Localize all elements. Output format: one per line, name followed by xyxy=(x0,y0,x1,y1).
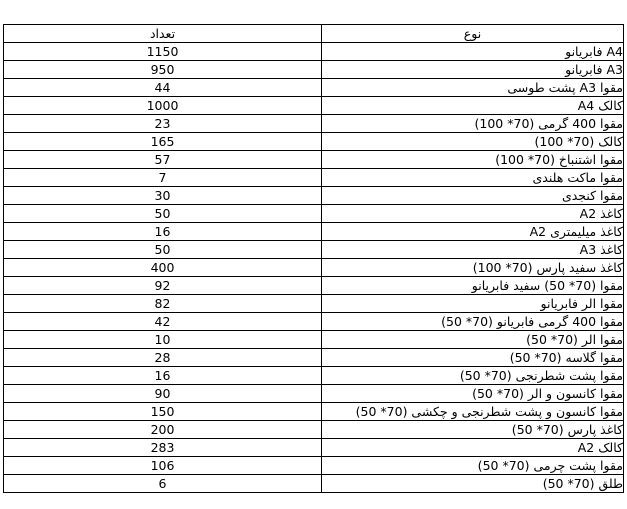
cell-count[interactable]: 950 xyxy=(4,61,322,79)
table-row xyxy=(4,277,624,295)
table-row xyxy=(4,259,624,277)
cell-count[interactable]: 82 xyxy=(4,295,322,313)
cell-count[interactable]: 57 xyxy=(4,151,322,169)
cell-type[interactable]: طلق (70* 50) xyxy=(322,475,624,493)
table-row xyxy=(4,43,624,61)
header-type: نوع xyxy=(322,25,624,43)
table-row xyxy=(4,475,624,493)
cell-type[interactable]: A4 فابریانو xyxy=(322,43,624,61)
table-row xyxy=(4,133,624,151)
cell-type[interactable]: مقوا 400 گرمی فابریانو (70* 50) xyxy=(322,313,624,331)
cell-type[interactable]: مقوا 400 گرمی (70* 100) xyxy=(322,115,624,133)
table-row xyxy=(4,349,624,367)
header-count: تعداد xyxy=(4,25,322,43)
cell-type[interactable]: کاغذ میلیمتری A2 xyxy=(322,223,624,241)
table-row xyxy=(4,205,624,223)
cell-count[interactable]: 16 xyxy=(4,367,322,385)
cell-type[interactable]: مقوا پشت شطرنجی (70* 50) xyxy=(322,367,624,385)
cell-count[interactable]: 1000 xyxy=(4,97,322,115)
cell-type[interactable]: مقوا اشتنباخ (70* 100) xyxy=(322,151,624,169)
table-row xyxy=(4,403,624,421)
table-row xyxy=(4,367,624,385)
cell-count[interactable]: 1150 xyxy=(4,43,322,61)
cell-count[interactable]: 28 xyxy=(4,349,322,367)
cell-count[interactable]: 23 xyxy=(4,115,322,133)
cell-type[interactable]: کالک A2 xyxy=(322,439,624,457)
table-row xyxy=(4,439,624,457)
cell-count[interactable]: 16 xyxy=(4,223,322,241)
cell-count[interactable]: 150 xyxy=(4,403,322,421)
table-row xyxy=(4,313,624,331)
table-row xyxy=(4,187,624,205)
cell-type[interactable]: مقوا کانسون و الر (70* 50) xyxy=(322,385,624,403)
table-header-row xyxy=(4,25,624,43)
cell-count[interactable]: 42 xyxy=(4,313,322,331)
cell-type[interactable]: کاغذ پارس (70* 50) xyxy=(322,421,624,439)
table-row xyxy=(4,115,624,133)
cell-count[interactable]: 106 xyxy=(4,457,322,475)
cell-count[interactable]: 400 xyxy=(4,259,322,277)
table-row xyxy=(4,331,624,349)
cell-count[interactable]: 30 xyxy=(4,187,322,205)
cell-type[interactable]: کالک (70* 100) xyxy=(322,133,624,151)
cell-count[interactable]: 44 xyxy=(4,79,322,97)
cell-type[interactable]: مقوا (70* 50) سفید فابریانو xyxy=(322,277,624,295)
table-row xyxy=(4,241,624,259)
cell-count[interactable]: 50 xyxy=(4,241,322,259)
cell-type[interactable]: مقوا الر (70* 50) xyxy=(322,331,624,349)
table-body xyxy=(4,43,624,493)
cell-type[interactable]: کاغذ A2 xyxy=(322,205,624,223)
table-row xyxy=(4,223,624,241)
cell-count[interactable]: 6 xyxy=(4,475,322,493)
cell-count[interactable]: 7 xyxy=(4,169,322,187)
cell-type[interactable]: کاغذ سفید پارس (70* 100) xyxy=(322,259,624,277)
cell-type[interactable]: کاغذ A3 xyxy=(322,241,624,259)
table-row xyxy=(4,295,624,313)
cell-type[interactable]: کالک A4 xyxy=(322,97,624,115)
cell-count[interactable]: 50 xyxy=(4,205,322,223)
table-row xyxy=(4,457,624,475)
table-row xyxy=(4,151,624,169)
cell-count[interactable]: 90 xyxy=(4,385,322,403)
cell-type[interactable]: مقوا کانسون و پشت شطرنجی و چکشی (70* 50) xyxy=(322,403,624,421)
cell-type[interactable]: مقوا ماکت هلندی xyxy=(322,169,624,187)
cell-count[interactable]: 200 xyxy=(4,421,322,439)
cell-type[interactable]: مقوا گلاسه (70* 50) xyxy=(322,349,624,367)
inventory-table xyxy=(3,24,624,493)
table-row xyxy=(4,421,624,439)
cell-count[interactable]: 10 xyxy=(4,331,322,349)
table-row xyxy=(4,61,624,79)
cell-count[interactable]: 283 xyxy=(4,439,322,457)
table-row xyxy=(4,169,624,187)
cell-type[interactable]: A3 فابریانو xyxy=(322,61,624,79)
cell-count[interactable]: 165 xyxy=(4,133,322,151)
cell-type[interactable]: مقوا پشت چرمی (70* 50) xyxy=(322,457,624,475)
cell-type[interactable]: مقوا A3 پشت طوسی xyxy=(322,79,624,97)
cell-type[interactable]: مقوا کنجدی xyxy=(322,187,624,205)
table-row xyxy=(4,97,624,115)
table-row xyxy=(4,385,624,403)
table-row xyxy=(4,79,624,97)
cell-count[interactable]: 92 xyxy=(4,277,322,295)
cell-type[interactable]: مقوا الر فابریانو xyxy=(322,295,624,313)
